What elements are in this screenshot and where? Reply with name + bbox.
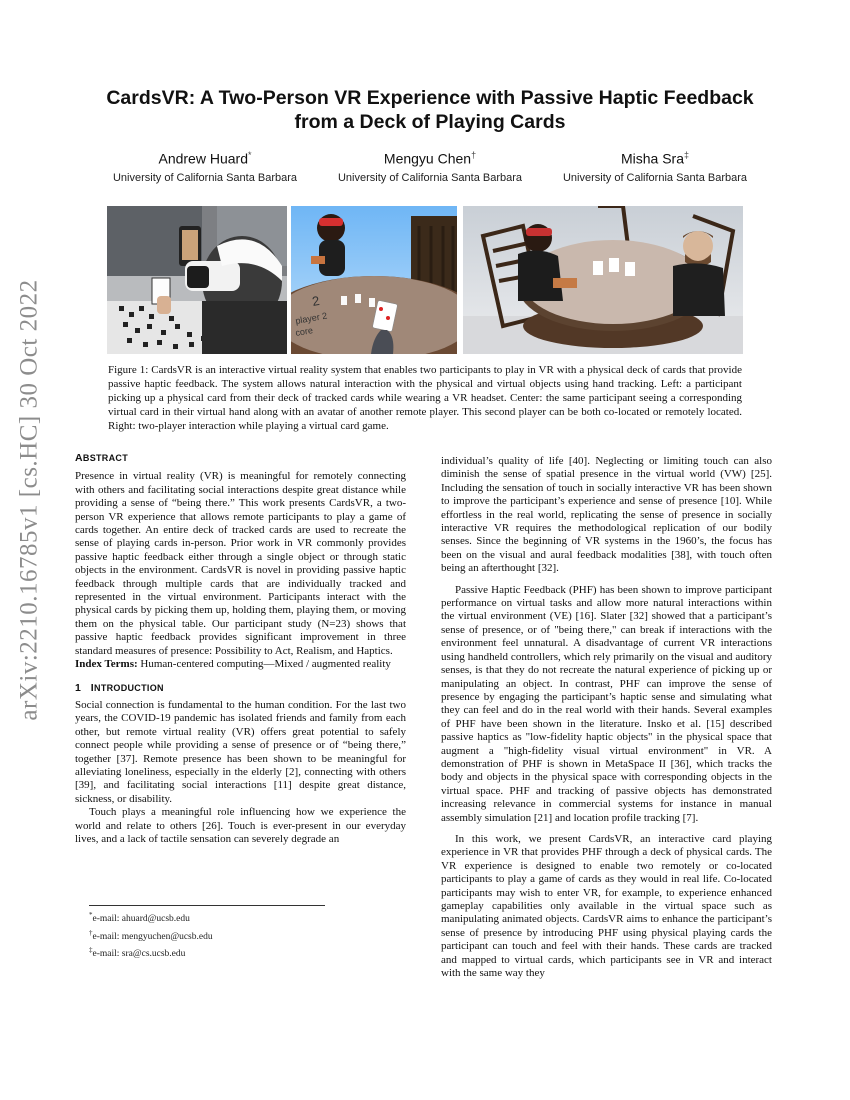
figure-caption: Figure 1: CardsVR is an interactive virtual reality system that enables two participants to play in VR with a physical deck of cards that provide passive haptic feedback. The system allows natural interaction with the physical and virtual objects using hand tracking. Left: a participant picking up a physical card from their deck of tracked cards while wearing a VR headset. Center: the same participant seeing a corresponding virtual card in their virtual hand along with an avatar of another remote player. This second player can be both co-located or remotely located. Right: two-player interaction while playing a virtual card game.	[108, 364, 742, 432]
abstract-text: Presence in virtual reality (VR) is meaningful for remotely connecting with others and facilitating social interactions despite great distance while providing a sense of “being there.” This work presents CardsVR, a two-person VR experience that allows remote participants to play a game of cards together. An entire deck of tracked cards are used to recreate the sense of playing cards in-person. Prior work in VR commonly provides passive haptic feedback either through a single object or through static objects in the environment. CardsVR is novel in providing passive haptic feedback through multiple cards that are individually tracked and represented in the virtual environment. Participants interact with the physical cards by picking them up, holding them, playing them, or moving them on the physical table. Our participant study (N=23) shows that passive haptic feedback provides significant improvement in three standard measures of presence: Possibility to Act, Realism, and Haptics.	[75, 470, 406, 657]
author-affiliation: University of California Santa Barbara	[562, 171, 748, 184]
title-line-2: from a Deck of Playing Cards	[294, 111, 566, 133]
title-line-1: CardsVR: A Two-Person VR Experience with Passive Haptic Feedback	[106, 87, 754, 109]
right-column	[441, 455, 772, 980]
author-footnote-mark: *	[247, 150, 252, 160]
figure-two-player-scene	[463, 206, 743, 354]
index-terms: Index Terms: Human-centered computing—Mixed / augmented reality	[75, 658, 391, 671]
footnote-email-2: †e-mail: mengyuchen@ucsb.edu	[89, 928, 213, 942]
author-name: Misha Sra‡	[620, 150, 690, 167]
author-1	[105, 146, 305, 186]
floor-text-number: 2	[310, 292, 321, 309]
author-name: Andrew Huard*	[158, 150, 252, 167]
introduction-heading: 1 INTRODUCTION	[75, 681, 164, 694]
author-footnote-mark: ‡	[684, 150, 690, 160]
floor-text-player: player 2	[294, 310, 328, 326]
footnote-email-1: *e-mail: ahuard@ucsb.edu	[89, 911, 190, 925]
author-2	[330, 146, 530, 186]
intro-paragraph-2: Touch plays a meaningful role influencing how we experience the world and relate to others [26]. Touch is ever-present in our everyday lives, and a lack of tactile sensation can severely degrade an	[75, 806, 406, 845]
body-paragraph-2: Passive Haptic Feedback (PHF) has been shown to improve participant performance on virtual tasks and allow more natural interactions within the virtual environment (VE) [16]. Slater [32] showed that a participant’s sense of presence, or of "being there," can break if interactions with the environment feel unnatural. A disadvantage of current VR interactions using handheld controllers, which rely primarily on the visual and auditory senses, is that they do not recreate the natural experience of picking up or manipulating an object. In contrast, PHF can improve the sense of presence by engaging the participant’s haptic sense and simulating what they can feel and do in the real world with their hands. Several examples of PHF have been shown in the literature. Insko et al. [15] described passive haptics as "low-fidelity haptic objects" in the physical space that augment a "high-fidelity visual virtual environment" in VR. A demonstration of PHF is shown in MetaSpace II [36], which tracks the body and objects in the physical space with corresponding objects in the virtual space. PHF and tracking of passive objects has demonstrated increasing relevance in commercial systems for instance in manual assembly simulation [21] and location profile tracking [7].	[441, 583, 772, 824]
arxiv-stamp	[0, 275, 60, 725]
arxiv-identifier: arXiv:2210.16785v1 [cs.HC] 30 Oct 2022	[16, 279, 44, 721]
figure-photo-participant	[107, 206, 287, 354]
abstract-heading: ABSTRACT	[75, 452, 128, 464]
paper-title	[80, 86, 780, 134]
author-3	[555, 146, 755, 186]
author-affiliation: University of California Santa Barbara	[337, 171, 523, 184]
left-column	[75, 452, 406, 846]
figure-vr-first-person	[291, 206, 457, 354]
footnote-email-3: ‡e-mail: sra@cs.ucsb.edu	[89, 946, 186, 960]
floor-text-score: core	[294, 325, 314, 338]
intro-paragraph-1: Social connection is fundamental to the human condition. For the last two years, the COVID-19 pandemic has isolated friends and family from each other, but remote virtual reality (VR) offers great potential to safely connect people while providing a sense of presence or of “being there,” together [37]. Remote presence has been shown to be meaningful for alleviating loneliness, especially in the elderly [2], connecting with others [39], and facilitating social interactions [11] despite great distance, sickness, or disability.	[75, 698, 406, 805]
author-block	[105, 146, 755, 186]
author-name: Mengyu Chen†	[383, 150, 477, 167]
footnotes	[89, 909, 389, 962]
footnote-divider	[89, 905, 325, 906]
body-paragraph-1: individual’s quality of life [40]. Neglecting or limiting touch can also diminish the sense of spatial presence in the virtual world (VW) [25]. Including the sensation of touch in socially interactive VR has been shown to improve the participant’s experience and sense of presence [10]. While effortless in the real world, replicating the sense of presence in socially interactive VR requires the methodological replication of our bodily senses. Since the beginning of VR systems in the 1960’s, the focus has been on the visual and aural feedback modalities [38], with touch often being an afterthought [32].	[441, 455, 772, 575]
author-affiliation: University of California Santa Barbara	[112, 171, 298, 184]
body-paragraph-3: In this work, we present CardsVR, an interactive card playing experience in VR that provides PHF through a deck of physical cards. The VR experience is designed to enable two remotely or co-located participants to play a game of cards as they would in real life. Co-located participants may wish to enter VR, for example, to experience enhanced gameplay capabilities only available in the virtual space such as manipulating animated objects. CardsVR aims to enhance the participant’s sense of presence by introducing PHF using physical playing cards the participant can touch and feel with their hands. These cards are tracked and mapped to virtual cards, which participants see in VR and interact with the same way they	[441, 832, 772, 980]
author-footnote-mark: †	[471, 150, 477, 160]
